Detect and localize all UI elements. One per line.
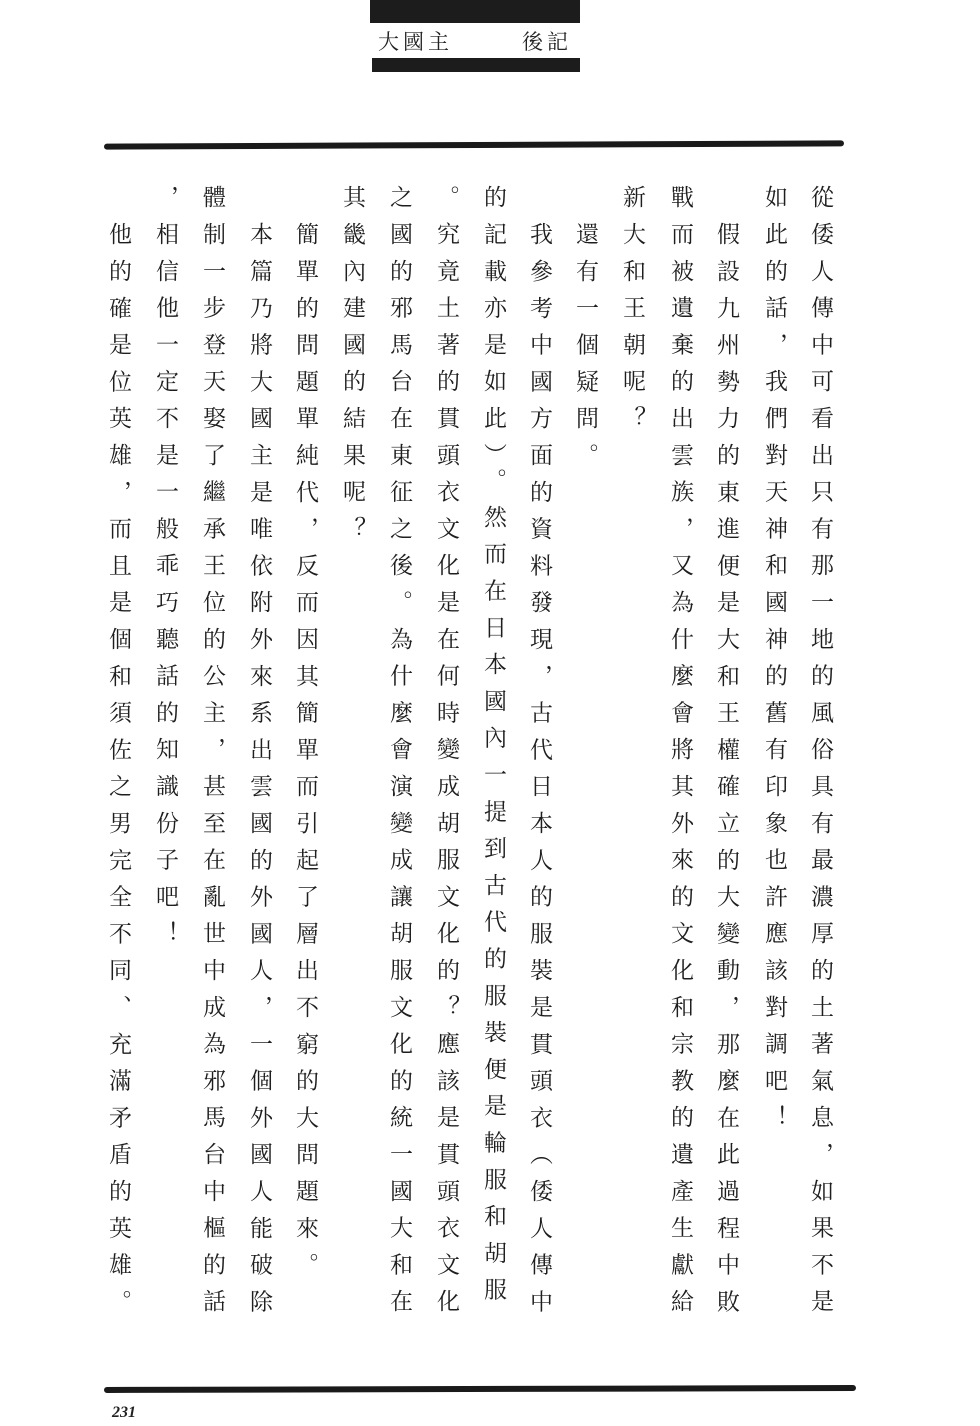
text-column: 還有一個疑問。	[572, 222, 598, 480]
text-column: 其畿內建國的結果呢？	[339, 185, 365, 553]
text-column: 的記載亦是如此）。然而在日本國內一提到古代的服裝便是輪服和胡服	[480, 185, 506, 1315]
text-column: 之國的邪馬台在東征之後。為什麼會演變成讓胡服文化的統一國大和在	[386, 185, 412, 1326]
text-column: 體制一步登天娶了繼承王位的公主，甚至在亂世中成為邪馬台中樞的話	[199, 185, 225, 1326]
section-title: 後記	[522, 30, 572, 54]
text-column: 他的確是位英雄，而且是個和須佐之男完全不同、充滿矛盾的英雄。	[105, 222, 131, 1326]
text-column: ，相信他一定不是一般乖巧聽話的知識份子吧！	[152, 185, 178, 958]
text-column: 本篇乃將大國主是唯依附外來系出雲國的外國人，一個外國人能破除	[246, 222, 272, 1326]
page-number: 231	[112, 1404, 136, 1421]
text-column: 假設九州勢力的東進便是大和王權確立的大變動，那麼在此過程中敗	[713, 222, 739, 1326]
text-column: 。究竟土著的貫頭衣文化是在何時變成胡服文化的？應該是貫頭衣文化	[433, 185, 459, 1326]
text-column: 從倭人傳中可看出只有那一地的風俗具有最濃厚的土著氣息，如果不是	[807, 185, 833, 1326]
text-column: 新大和王朝呢？	[619, 185, 645, 443]
text-column: 我參考中國方面的資料發現，古代日本人的服裝是貫頭衣（倭人傳中	[526, 222, 552, 1326]
text-column: 如此的話，我們對天神和國神的舊有印象也許應該對調吧！	[761, 185, 787, 1142]
book-title: 大國主	[378, 30, 453, 54]
text-column: 簡單的問題單純代，反而因其簡單而引起了層出不窮的大問題來。	[292, 222, 318, 1290]
text-column: 戰而被遺棄的出雲族，又為什麼會將其外來的文化和宗教的遺產生獻給	[667, 185, 693, 1326]
